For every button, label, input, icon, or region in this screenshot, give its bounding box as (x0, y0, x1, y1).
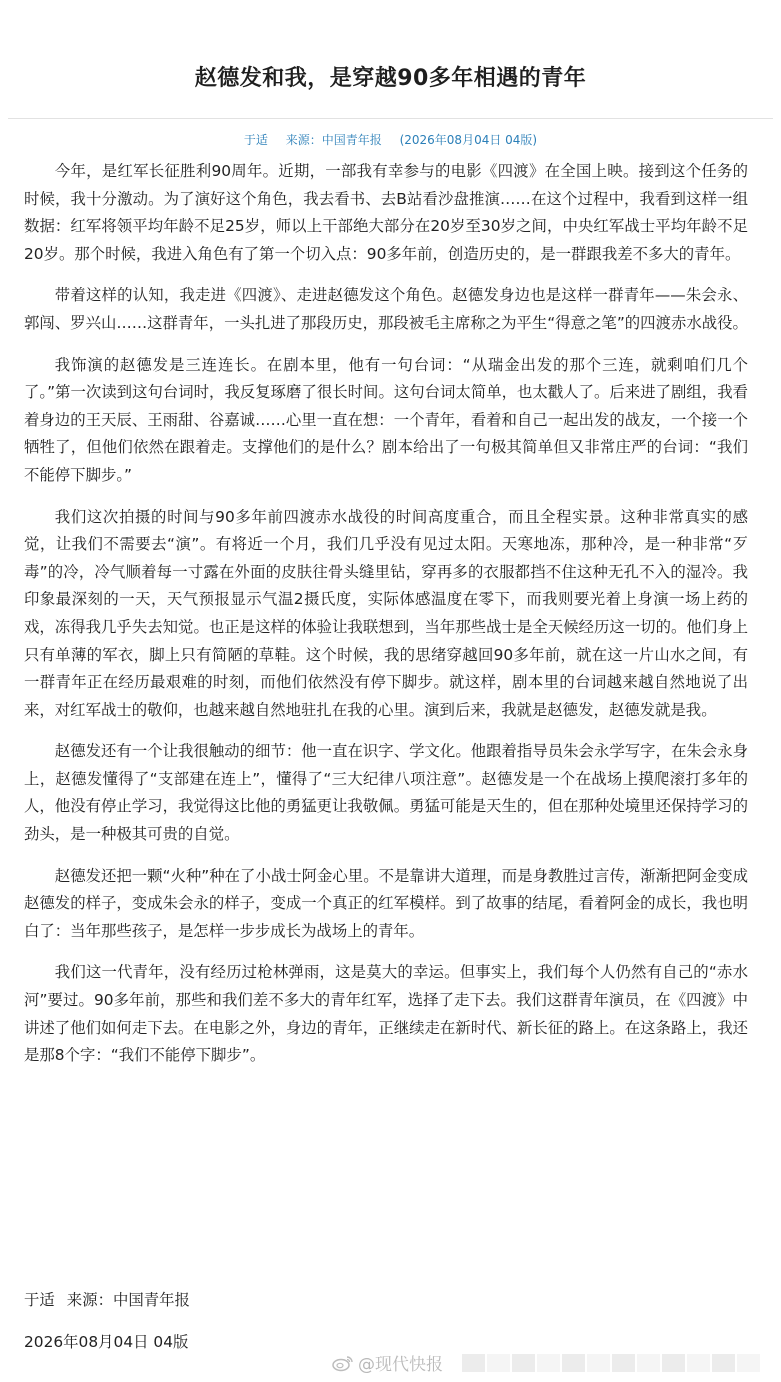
footer-source-label: 来源：中国青年报 (66, 1291, 190, 1309)
paragraph: 我饰演的赵德发是三连连长。在剧本里，他有一句台词：“从瑞金出发的那个三连，就剩咱们几个了。”第一次读到这句台词时，我反复琢磨了很长时间。这句台词太简单，也太戳人了。后来进了剧组，我看着身边的王天辰、王雨甜、谷嘉诚……心里一直在想：一个青年，看着和自己一起出发的战友，一个接一个牺牲了，但他们依然在跟着走。支撑他们的是什么？剧本给出了一句极其简单但又非常庄严的台词：“我们不能停下脚步。” (24, 355, 748, 484)
article-meta (0, 131, 781, 148)
paragraph: 带着这样的认知，我走进《四渡》、走进赵德发这个角色。赵德发身边也是这样一群青年——朱会永、郭闯、罗兴山……这群青年，一头扎进了那段历史，那段被毛主席称之为平生“得意之笔”的四渡赤水战役。 (24, 286, 748, 332)
paragraph: 赵德发还有一个让我很触动的细节：他一直在识字、学文化。他跟着指导员朱会永学写字，在朱会永身上，赵德发懂得了“支部建在连上”，懂得了“三大纪律八项注意”。赵德发是一个在战场上摸爬滚打多年的人，他没有停止学习，我觉得这比他的勇猛更让我敬佩。勇猛可能是天生的，但在那种处境里还保持学习的劲头，是一种极其可贵的自觉。 (24, 742, 748, 844)
paragraph: 赵德发还把一颗“火种”种在了小战士阿金心里。不是靠讲大道理，而是身教胜过言传，渐渐把阿金变成赵德发的样子，变成朱会永的样子，变成一个真正的红军模样。到了故事的结尾，看着阿金的成长，我也明白了：当年那些孩子，是怎样一步步成长为战场上的青年。 (24, 866, 748, 940)
paragraph: 我们这次拍摄的时间与90多年前四渡赤水战役的时间高度重合，而且全程实景。这种非常真实的感觉，让我们不需要去“演”。有将近一个月，我们几乎没有见过太阳。天寒地冻，那种冷，是一种非常“歹毒”的冷，冷气顺着每一寸露在外面的皮肤往骨头缝里钻，穿再多的衣服都挡不住这种无孔不入的湿冷。我印象最深刻的一天，天气预报显示气温2摄氏度，实际体感温度在零下，而我则要光着上身演一场上药的戏，冻得我几乎失去知觉。也正是这样的体验让我联想到，当年那些战士是全天候经历这一切的。他们身上只有单薄的军衣，脚上只有简陋的草鞋。这个时候，我的思绪穿越回90多年前，就在这一片山水之间，有一群青年正在经历最艰难的时刻，而他们依然没有停下脚步。就这样，剧本里的台词越来越自然地说了出来，对红军战士的敬仰，也越来越自然地驻扎在我的心里。演到后来，我就是赵德发，赵德发就是我。 (24, 507, 748, 719)
footer-author: 于适 (24, 1291, 55, 1309)
paragraph: 今年，是红军长征胜利90周年。近期，一部我有幸参与的电影《四渡》在全国上映。接到这个任务的时候，我十分激动。为了演好这个角色，我去看书、去B站看沙盘推演……在这个过程中，我看到这样一组数据：红军将领平均年龄不足25岁，师以上干部绝大部分在20岁至30岁之间，中央红军战士平均年龄不足20岁。那个时候，我进入角色有了第一个切入点：90多年前，创造历史的，是一群跟我差不多大的青年。 (24, 162, 748, 263)
article-body (24, 158, 748, 1084)
meta-date: (2026年08月04日 04版) (399, 133, 538, 147)
meta-author: 于适 (243, 133, 268, 147)
title-divider (8, 118, 773, 119)
weibo-icon (332, 1354, 354, 1372)
watermark (332, 1350, 443, 1375)
footer-date: 2026年08月04日 04版 (24, 1333, 189, 1351)
footer-source (24, 1288, 202, 1310)
meta-source: 来源：中国青年报 (285, 133, 382, 147)
watermark-text: @现代快报 (358, 1355, 443, 1375)
paragraph: 我们这一代青年，没有经历过枪林弹雨，这是莫大的幸运。但事实上，我们每个人仍然有自己的“赤水河”要过。90多年前，那些和我们差不多大的青年红军，选择了走下去。我们这群青年演员，在《四渡》中讲述了他们如何走下去。在电影之外，身边的青年，正继续走在新时代、新长征的路上。在这条路上，我还是那8个字：“我们不能停下脚步”。 (24, 963, 748, 1065)
article-title: 赵德发和我，是穿越90多年相遇的青年 (194, 65, 587, 91)
pixelated-strip (462, 1354, 762, 1372)
